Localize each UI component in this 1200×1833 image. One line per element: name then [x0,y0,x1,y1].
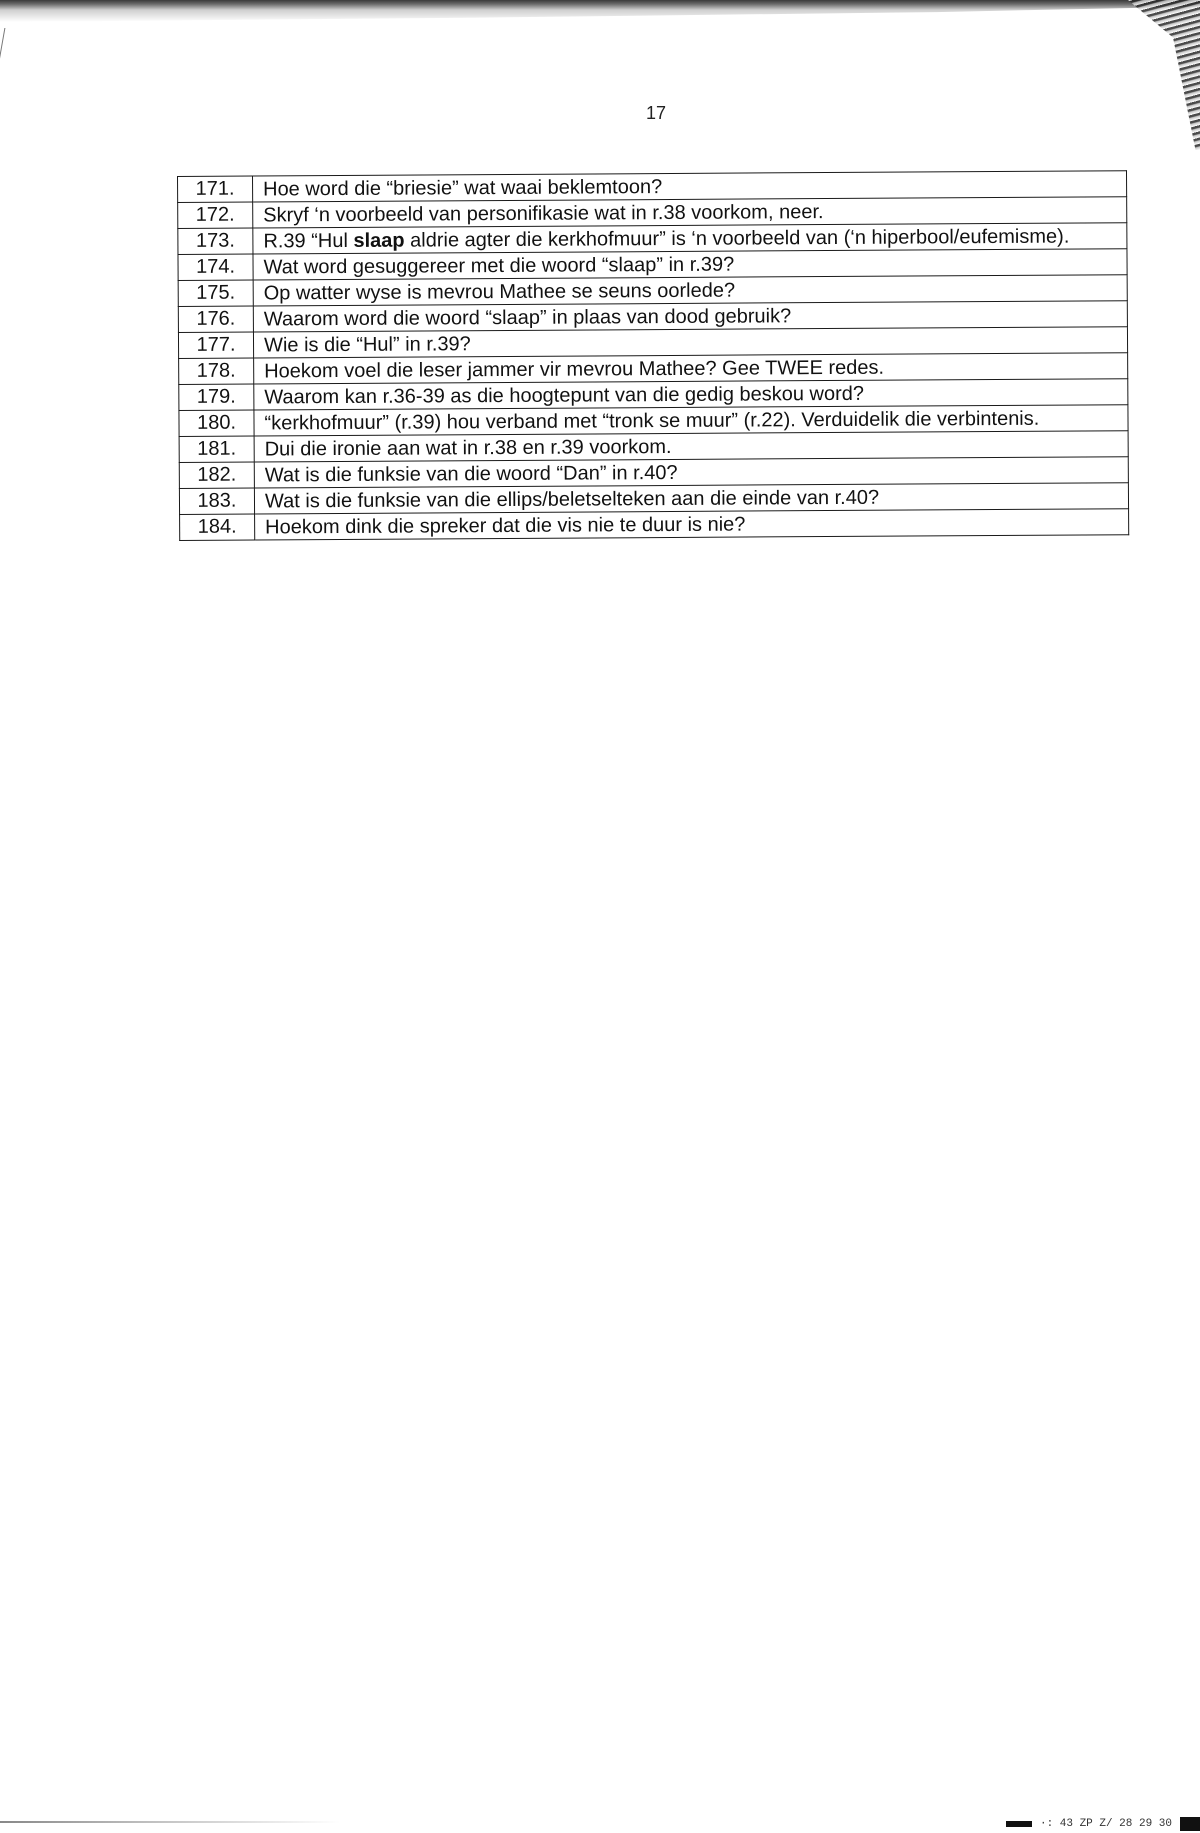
question-number: 171. [178,176,253,202]
question-text: Waarom kan r.36-39 as die hoogtepunt van die gedig beskou word? [254,379,1128,410]
question-number: 176. [178,306,253,332]
question-text: Op watter wyse is mevrou Mathee se seuns oorlede? [253,275,1127,306]
scan-block-mark [1180,1817,1200,1831]
question-number: 182. [179,462,254,488]
question-text-bold: slaap [353,229,405,252]
question-number: 173. [178,228,253,254]
scan-bar-mark [1006,1821,1032,1827]
question-text-start: R.39 “Hul [263,229,354,253]
questions-table [177,170,1129,541]
question-text: Hoe word die “briesie” wat waai beklemtoon? [253,171,1127,202]
question-number: 177. [178,332,253,358]
scan-shadow-top [0,0,1200,22]
question-number: 184. [180,514,255,540]
question-text: Skryf ‘n voorbeeld van personifikasie wat in r.38 voorkom, neer. [253,197,1127,228]
question-text: Dui die ironie aan wat in r.38 en r.39 voorkom. [254,431,1128,462]
page-number: 17 [646,103,667,123]
question-number: 180. [179,410,254,436]
question-text: Hoekom dink die spreker dat die vis nie te duur is nie? [255,509,1129,540]
question-number: 174. [178,254,253,280]
question-text: “kerkhofmuur” (r.39) hou verband met “tronk se muur” (r.22). Verduidelik die verbintenis. [254,405,1128,436]
question-number: 181. [179,436,254,462]
question-number: 172. [178,202,253,228]
question-number: 179. [179,384,254,410]
scan-edge-mark [0,28,13,78]
question-text: Hoekom voel die leser jammer vir mevrou Mathee? Gee TWEE redes. [254,353,1128,384]
question-text: Wat is die funksie van die woord “Dan” in r.40? [254,457,1128,488]
scan-shadow-bottom [0,1821,340,1823]
scan-folded-corner [1110,0,1200,150]
question-number: 183. [179,488,254,514]
question-text: Wie is die “Hul” in r.39? [253,327,1127,358]
scan-footer-text: ·: 43 ZP Z/ 28 29 30 [1039,1818,1172,1830]
table-row [180,509,1129,541]
question-text: Waarom word die woord “slaap” in plaas van dood gebruik? [253,301,1127,332]
question-text: Wat is die funksie van die ellips/beletselteken aan die einde van r.40? [254,483,1128,514]
question-text: Wat word gesuggereer met die woord “slaap” in r.39? [253,249,1127,280]
question-number: 175. [178,280,253,306]
question-text-end: aldrie agter die kerkhofmuur” is ‘n voorbeeld van (‘n hiperbool/eufemisme). [404,225,1070,252]
question-number: 178. [179,358,254,384]
scan-footer-marks [1006,1815,1200,1833]
